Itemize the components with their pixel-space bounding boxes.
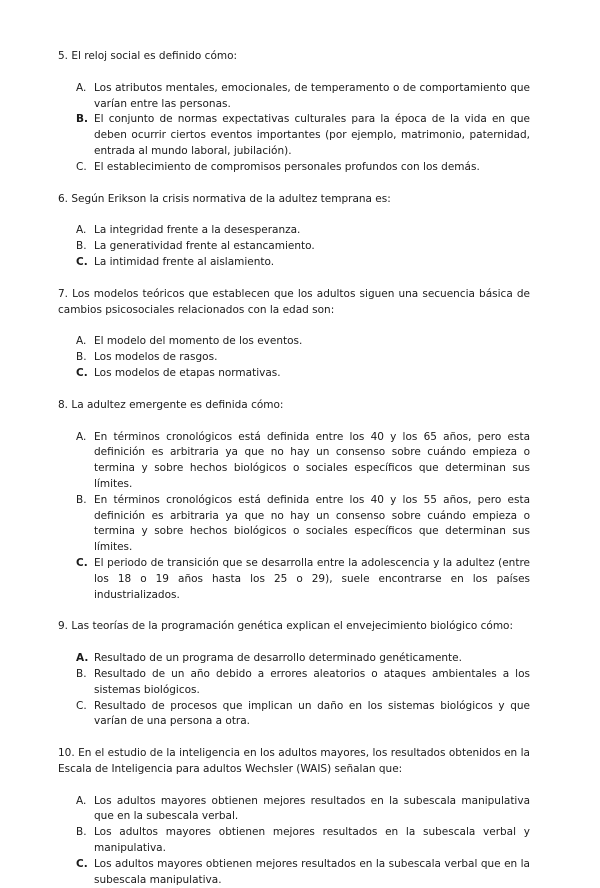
option-letter: A.	[76, 335, 87, 348]
option-text: Resultado de un año debido a errores aleatorios o ataques ambientales a los sistemas biológicos.	[94, 667, 530, 696]
option-text: Resultado de procesos que implican un daño en los sistemas biológicos y que varían de una persona a otra.	[94, 699, 530, 728]
question-5	[58, 49, 530, 176]
option-text: En términos cronológicos está definida entre los 40 y los 65 años, pero esta definición es arbitraria ya que no hay un consenso sobre cuándo empieza o termina y sobre hechos biológicos o sociales específicos que determinan sus límites.	[94, 430, 530, 490]
options-list	[58, 430, 530, 604]
option-b	[58, 239, 530, 255]
option-letter: C.	[76, 366, 88, 379]
option-letter: C.	[76, 160, 87, 173]
option-text: El modelo del momento de los eventos.	[94, 335, 303, 348]
option-c	[58, 699, 530, 731]
option-text: El conjunto de normas expectativas culturales para la época de la vida en que deben ocurrir ciertos eventos importantes (por ejemplo, matrimonio, paternidad, entrada al mundo laboral, jubilación).	[94, 113, 530, 157]
option-b	[58, 667, 530, 699]
options-list	[58, 81, 530, 176]
option-a	[58, 81, 530, 113]
option-a	[58, 334, 530, 350]
option-c	[58, 857, 530, 888]
option-text: En términos cronológicos está definida entre los 40 y los 55 años, pero esta definición es arbitraria ya que no hay un consenso sobre cuándo empieza o termina y sobre hechos biológicos o sociales específicos que determinan sus límites.	[94, 493, 530, 554]
option-b	[58, 825, 530, 857]
option-a	[58, 651, 530, 667]
question-text: 6. Según Erikson la crisis normativa de la adultez temprana es:	[58, 192, 391, 205]
option-c	[58, 366, 530, 382]
option-letter: B.	[76, 493, 87, 506]
option-text: Los atributos mentales, emocionales, de temperamento o de comportamiento que varían entre las personas.	[94, 81, 530, 110]
option-letter: B.	[76, 113, 88, 126]
question-text: 7. Los modelos teóricos que establecen que los adultos siguen una secuencia básica de cambios psicosociales relacionados con la edad son:	[58, 287, 530, 316]
option-text: Los adultos mayores obtienen mejores resultados en la subescala manipulativa que en la subescala verbal.	[94, 794, 530, 823]
option-letter: C.	[76, 857, 88, 870]
option-text: Los adultos mayores obtienen mejores resultados en la subescala verbal que en la subescala manipulativa.	[94, 857, 530, 886]
option-b	[58, 350, 530, 366]
option-a	[58, 430, 530, 493]
option-text: Los modelos de etapas normativas.	[94, 366, 281, 379]
option-text: Los adultos mayores obtienen mejores resultados en la subescala verbal y manipulativa.	[94, 826, 530, 855]
option-c	[58, 255, 530, 271]
option-letter: C.	[76, 556, 88, 569]
option-c	[58, 160, 530, 176]
question-text: 5. El reloj social es definido cómo:	[58, 50, 238, 62]
document-page	[58, 49, 530, 888]
options-list	[58, 223, 530, 270]
question-10	[58, 746, 530, 888]
option-letter: B.	[76, 240, 87, 253]
option-letter: C.	[76, 255, 88, 268]
option-text: El periodo de transición que se desarrolla entre la adolescencia y la adultez (entre los 18 o 19 años hasta los 25 o 29), suele encontrarse en los países industrializados.	[94, 556, 530, 601]
option-letter: A.	[76, 224, 87, 237]
options-list	[58, 651, 530, 730]
option-a	[58, 794, 530, 826]
option-text: La intimidad frente al aislamiento.	[94, 255, 275, 268]
option-text: La generatividad frente al estancamiento.	[94, 240, 315, 253]
option-text: Resultado de un programa de desarrollo determinado genéticamente.	[94, 652, 462, 665]
option-text: Los modelos de rasgos.	[94, 351, 218, 364]
option-letter: B.	[76, 351, 87, 364]
option-b	[58, 493, 530, 556]
option-letter: A.	[76, 430, 87, 443]
option-text: La integridad frente a la desesperanza.	[94, 224, 301, 237]
question-7	[58, 287, 530, 382]
option-b	[58, 112, 530, 159]
options-list	[58, 334, 530, 381]
option-letter: B.	[76, 667, 87, 680]
option-letter: A.	[76, 794, 87, 807]
option-letter: A.	[76, 652, 89, 665]
question-text: 10. En el estudio de la inteligencia en los adultos mayores, los resultados obtenidos en la Escala de Inteligencia para adultos Wechsler (WAIS) señalan que:	[58, 747, 530, 775]
option-a	[58, 223, 530, 239]
option-text: El establecimiento de compromisos personales profundos con los demás.	[94, 160, 480, 173]
options-list	[58, 794, 530, 888]
option-letter: A.	[76, 81, 87, 94]
question-text: 8. La adultez emergente es definida cómo:	[58, 398, 284, 411]
question-text: 9. Las teorías de la programación genética explican el envejecimiento biológico cómo:	[58, 620, 514, 633]
question-8	[58, 398, 530, 604]
question-9	[58, 619, 530, 730]
option-letter: C.	[76, 699, 87, 712]
question-6	[58, 192, 530, 271]
option-letter: B.	[76, 826, 87, 839]
option-c	[58, 556, 530, 603]
